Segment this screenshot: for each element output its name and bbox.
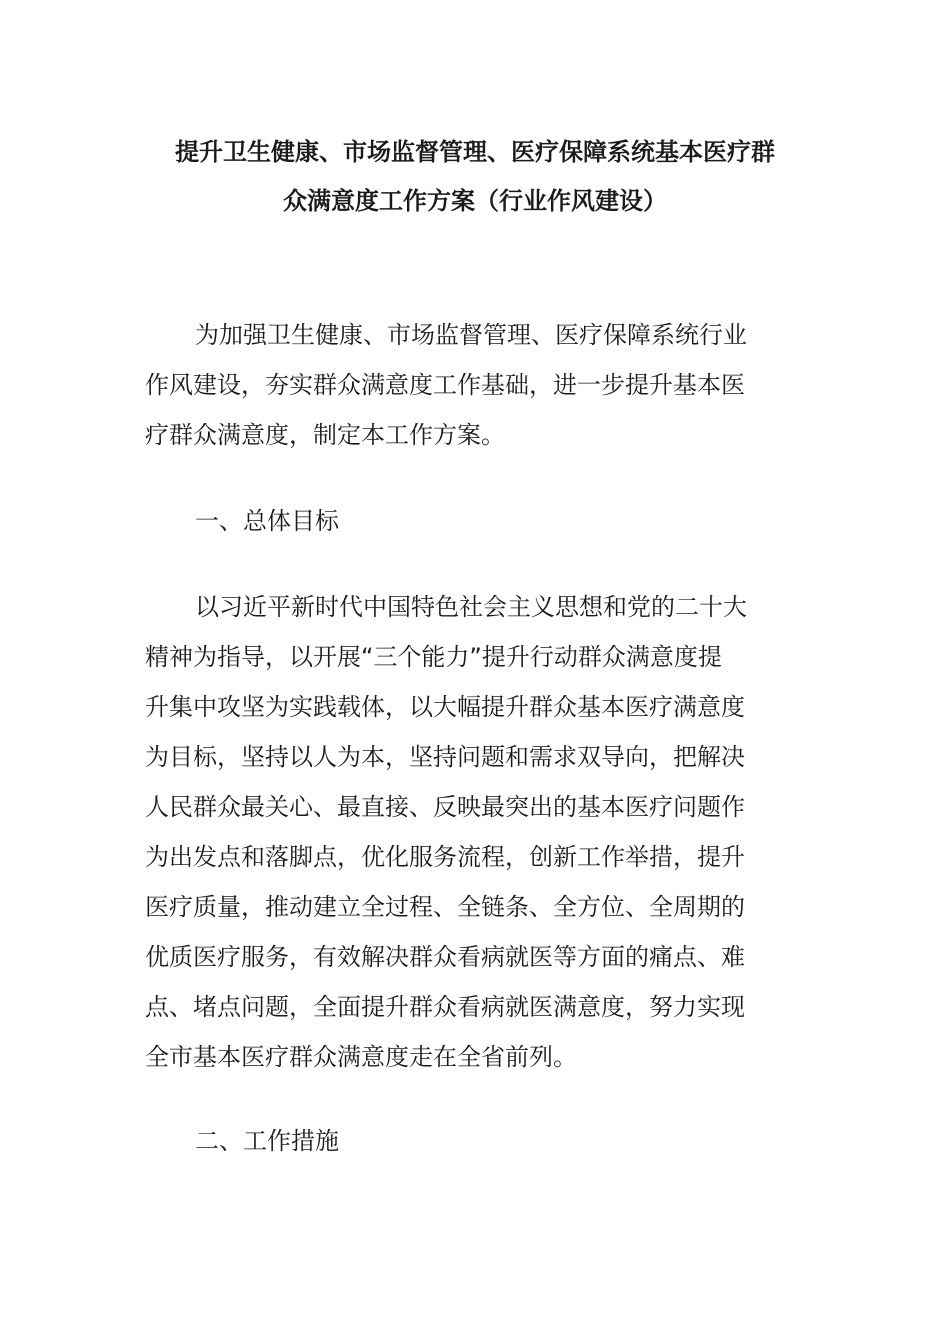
intro-paragraph: [145, 310, 800, 460]
section1-line-7: 医疗质量，推动建立全过程、全链条、全方位、全周期的: [145, 893, 745, 921]
section1-line-10: 全市基本医疗群众满意度走在全省前列。: [145, 1043, 577, 1071]
section1-line-2: 精神为指导，以开展“三个能力”提升行动群众满意度提: [145, 643, 722, 671]
intro-line-3: 疗群众满意度，制定本工作方案。: [145, 421, 505, 449]
title-line-1: 提升卫生健康、市场监督管理、医疗保障系统基本医疗群: [175, 138, 775, 166]
title-line-2: 众满意度工作方案（行业作风建设）: [283, 187, 667, 215]
section-heading-work-measures: [145, 1116, 800, 1166]
section1-line-8: 优质医疗服务，有效解决群众看病就医等方面的痛点、难: [145, 943, 745, 971]
section1-paragraph: [145, 582, 800, 1082]
section1-line-4: 为目标，坚持以人为本，坚持问题和需求双导向，把解决: [145, 743, 745, 771]
section1-line-1: 以习近平新时代中国特色社会主义思想和党的二十大: [195, 593, 747, 621]
intro-line-2: 作风建设，夯实群众满意度工作基础，进一步提升基本医: [145, 371, 745, 399]
section-heading-overall-goal: [145, 496, 800, 546]
section1-line-5: 人民群众最关心、最直接、反映最突出的基本医疗问题作: [145, 793, 745, 821]
intro-line-1: 为加强卫生健康、市场监督管理、医疗保障系统行业: [195, 321, 747, 349]
section1-line-9: 点、堵点问题，全面提升群众看病就医满意度，努力实现: [145, 993, 745, 1021]
section1-line-6: 为出发点和落脚点，优化服务流程，创新工作举措，提升: [145, 843, 745, 871]
document-title: [145, 128, 805, 226]
section1-heading: 一、总体目标: [195, 507, 339, 535]
section2-heading: 二、工作措施: [195, 1127, 339, 1155]
section1-line-3: 升集中攻坚为实践载体，以大幅提升群众基本医疗满意度: [145, 693, 745, 721]
